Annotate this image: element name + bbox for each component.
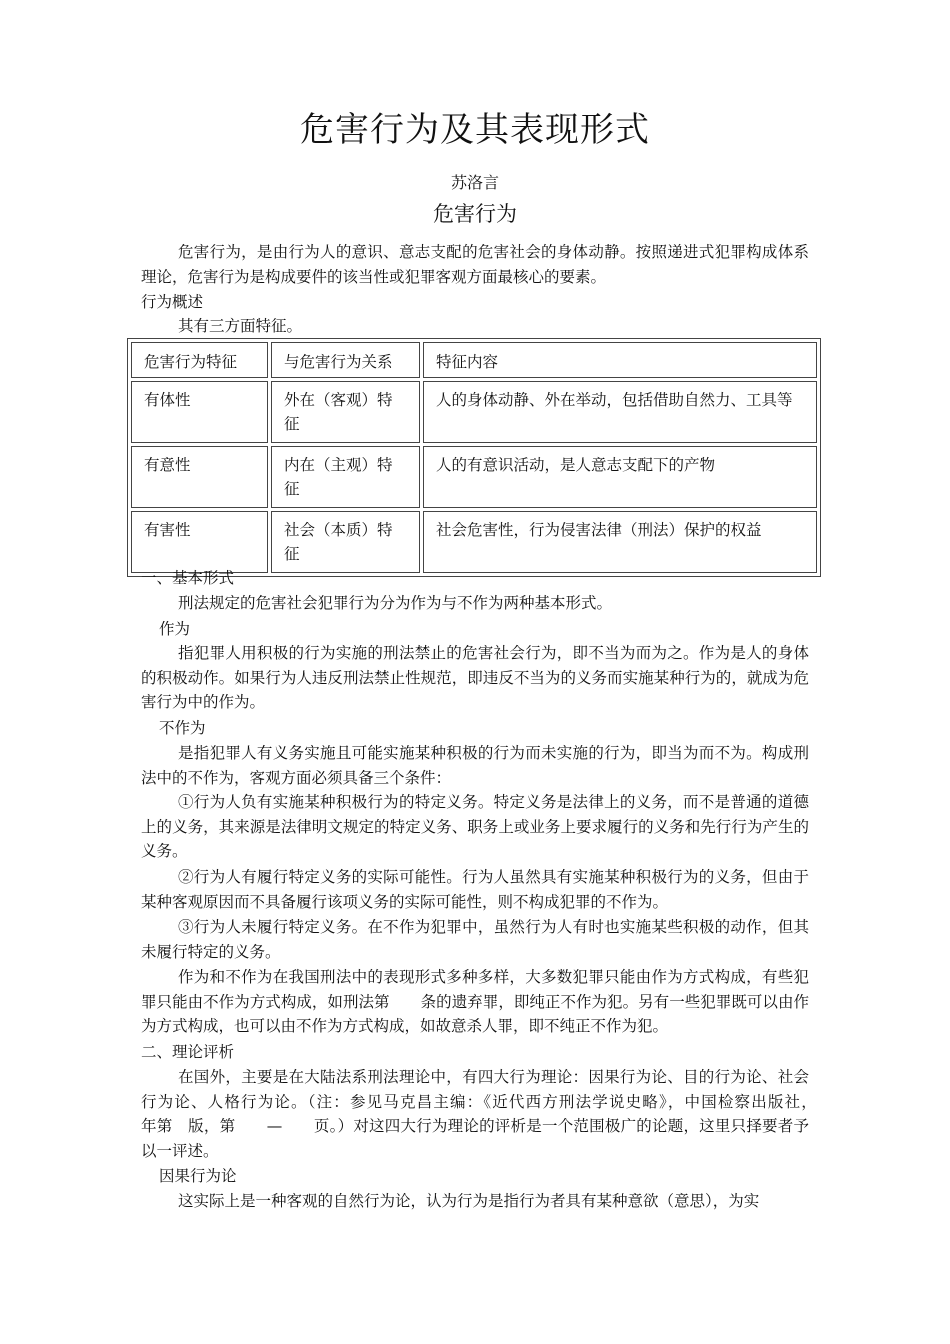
act-paragraph: 指犯罪人用积极的行为实施的刑法禁止的危害社会行为，即不当为而为之。作为是人的身体的积极动作。如果行为人违反刑法禁止性规范，即违反不当为的义务而实施某种行为的，就成为危害行为中的作为。 [141, 644, 809, 711]
section2-intro: 在国外，主要是在大陆法系刑法理论中，有四大行为理论：因果行为论、目的行为论、社会行为论、人格行为论。（注：参见马克昌主编：《近代西方刑法学说史略》，中国检察出版社， 年第 版，第 — 页。）对这四大行为理论的评析是一个范围极广的论题，这里只择要者予以一评述。 [141, 1068, 856, 1160]
table-row [131, 381, 817, 443]
table-header-row [131, 342, 817, 378]
author: 苏洛言 [450, 173, 499, 192]
causal-heading: 因果行为论 [159, 1167, 237, 1185]
table-cell-content: 人的有意识活动，是人意志支配下的产物 [423, 446, 817, 508]
summary-paragraph: 作为和不作为在我国刑法中的表现形式多种多样，大多数犯罪只能由作为方式构成，有些犯罪只能由不作为方式构成，如刑法第 条的遗弃罪，即纯正不作为犯。另有一些犯罪既可以由作为方式构成，也可以由不作为方式构成，如故意杀人罪，即不纯正不作为犯。 [141, 968, 809, 1035]
table-cell-feature: 有意性 [131, 446, 268, 508]
section2-heading: 二、理论评析 [141, 1043, 235, 1061]
causal-paragraph: 这实际上是一种客观的自然行为论，认为行为是指行为者具有某种意欲（意思），为实 [178, 1192, 760, 1210]
omission-paragraph: 是指犯罪人有义务实施且可能实施某种积极的行为而未实施的行为，即当为而不为。构成刑法中的不作为，客观方面必须具备三个条件： [141, 744, 809, 787]
table-cell-content: 社会危害性，行为侵害法律（刑法）保护的权益 [423, 511, 817, 573]
omission-heading: 不作为 [159, 719, 206, 737]
overview-heading: 行为概述 [141, 293, 204, 311]
overview-text: 其有三方面特征。 [178, 317, 303, 335]
table-header-cell: 危害行为特征 [131, 342, 268, 378]
section1-heading: 一、基本形式 [141, 569, 235, 587]
act-heading: 作为 [159, 620, 191, 638]
table-header-cell: 与危害行为关系 [271, 342, 420, 378]
table-cell-relation: 社会（本质）特征 [271, 511, 420, 573]
condition-3: ③行为人未履行特定义务。在不作为犯罪中，虽然行为人有时也实施某些积极的动作，但其未履行特定的义务。 [141, 918, 809, 961]
table-cell-relation: 内在（主观）特征 [271, 446, 420, 508]
feature-table [127, 338, 821, 577]
intro-paragraph: 危害行为，是由行为人的意识、意志支配的危害社会的身体动静。按照递进式犯罪构成体系理论，危害行为是构成要件的该当性或犯罪客观方面最核心的要素。 [141, 243, 809, 286]
section-subtitle: 危害行为 [433, 202, 517, 226]
table-cell-feature: 有体性 [131, 381, 268, 443]
table-cell-feature: 有害性 [131, 511, 268, 573]
document-title: 危害行为及其表现形式 [300, 110, 650, 150]
table-header-cell: 特征内容 [423, 342, 817, 378]
table-row [131, 511, 817, 573]
table-row [131, 446, 817, 508]
table-cell-content: 人的身体动静、外在举动，包括借助自然力、工具等 [423, 381, 817, 443]
table-cell-relation: 外在（客观）特征 [271, 381, 420, 443]
section1-intro: 刑法规定的危害社会犯罪行为分为作为与不作为两种基本形式。 [178, 594, 613, 612]
condition-2: ②行为人有履行特定义务的实际可能性。行为人虽然具有实施某种积极行为的义务，但由于某种客观原因而不具备履行该项义务的实际可能性，则不构成犯罪的不作为。 [141, 868, 809, 911]
condition-1: ①行为人负有实施某种积极行为的特定义务。特定义务是法律上的义务，而不是普通的道德上的义务，其来源是法律明文规定的特定义务、职务上或业务上要求履行的义务和先行行为产生的义务。 [141, 793, 809, 860]
